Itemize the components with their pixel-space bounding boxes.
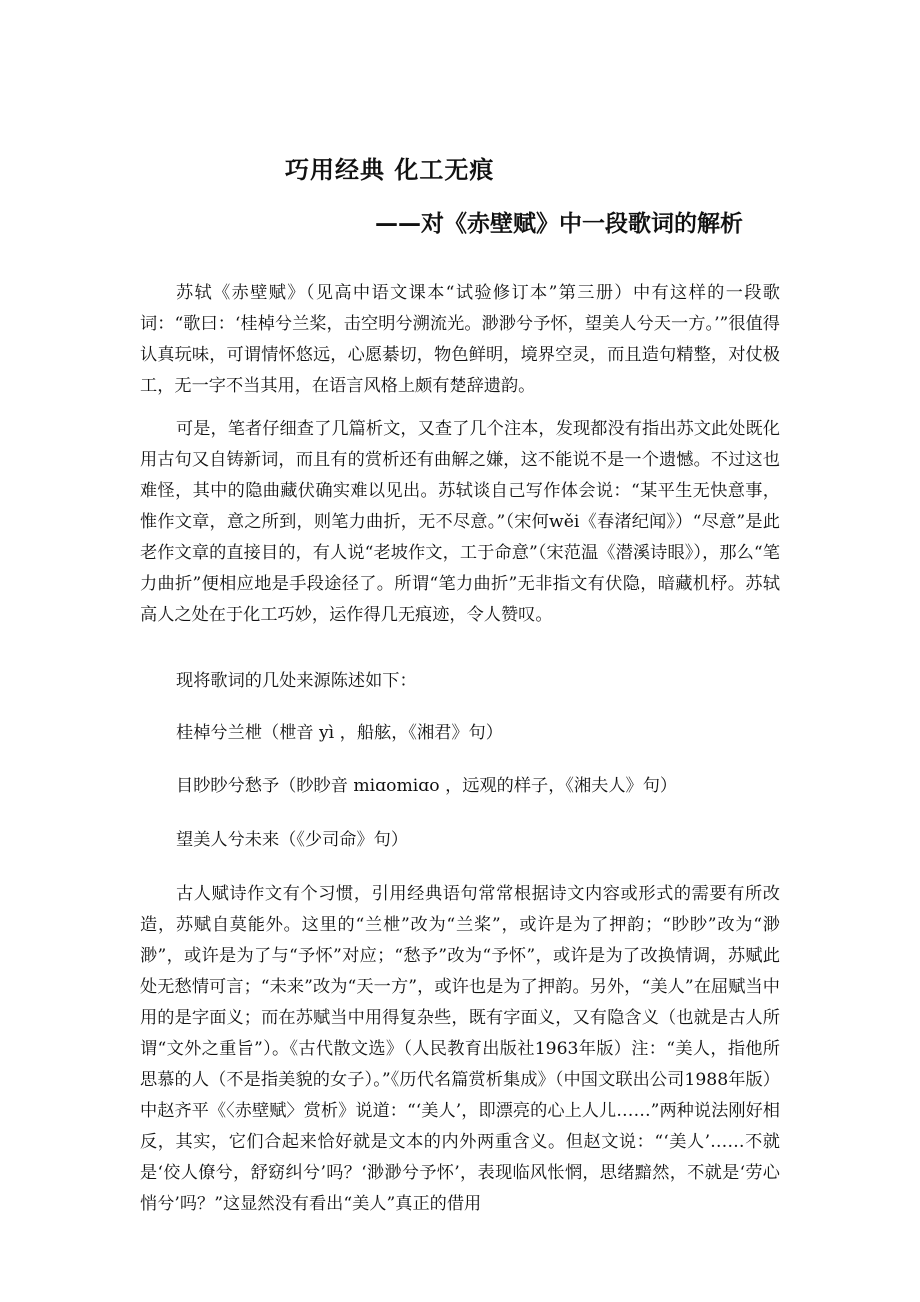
source-intro-line: 现将歌词的几处来源陈述如下： xyxy=(176,671,417,691)
source-line-xiangjun: 桂棹兮兰枻（枻音 yì ，船舷，《湘君》句） xyxy=(176,723,503,743)
paragraph-intro: 苏轼《赤壁赋》（见高中语文课本“试验修订本”第三册）中有这样的一段歌词：“歌曰：‘桂棹兮兰桨，击空明兮溯流光。渺渺兮予怀，望美人兮天一方。’”很值得认真玩味，可谓情怀悠远，心愿綦切，物色鲜明，境界空灵，而且造句精整，对仗极工，无一字不当其用，在语言风格上颇有楚辞遗韵。 xyxy=(140,283,780,396)
document-subtitle: ——对《赤壁赋》中一段歌词的解析 xyxy=(375,211,743,237)
paragraph-discussion: 古人赋诗作文有个习惯，引用经典语句常常根据诗文内容或形式的需要有所改造，苏赋自莫能外。这里的“兰枻”改为“兰桨”，或许是为了押韵；“眇眇”改为“渺渺”，或许是为了与“予怀”对应；“愁予”改为“予怀”，或许是为了改换情调，苏赋此处无愁情可言；“未来”改为“天一方”，或许也是为了押韵。另外，“美人”在屈赋当中用的是字面义；而在苏赋当中用得复杂些，既有字面义，又有隐含义（也就是古人所谓“文外之重旨”）。《古代散文选》（人民教育出版社1963年版）注：“美人，指他所思慕的人（不是指美貌的女子）。”《历代名篇赏析集成》（中国文联出公司1988年版）中赵齐平《〈赤壁赋〉赏析》说道：“‘美人’，即漂亮的心上人儿……”两种说法刚好相反，其实，它们合起来恰好就是文本的内外两重含义。但赵文说：“‘美人’……不就是‘佼人僚兮，舒窈纠兮’吗？‘渺渺兮予怀’，表现临风怅惘，思绪黯然，不就是‘劳心悄兮’吗？”这显然没有看出“美人”真正的借用 xyxy=(140,884,780,1214)
source-line-shaosiming: 望美人兮未来（《少司命》句） xyxy=(176,830,409,850)
source-line-xiangfuren: 目眇眇兮愁予（眇眇音 miɑomiɑo ，远观的样子，《湘夫人》句） xyxy=(176,776,678,796)
document-title: 巧用经典 化工无痕 xyxy=(285,156,495,184)
paragraph-analysis: 可是，笔者仔细查了几篇析文，又查了几个注本，发现都没有指出苏文此处既化用古句又自铸新词，而且有的赏析还有曲解之嫌，这不能说不是一个遗憾。不过这也难怪，其中的隐曲藏伏确实难以见出。苏轼谈自己写作体会说：“某平生无快意事，惟作文章，意之所到，则笔力曲折，无不尽意。”（宋何wěi《春渚纪闻》）“尽意”是此老作文章的直接目的，有人说“老坡作文，工于命意”（宋范温《潜溪诗眼》），那么“笔力曲折”便相应地是手段途径了。所谓“笔力曲折”无非指文有伏隐，暗藏机杼。苏轼高人之处在于化工巧妙，运作得几无痕迹，令人赞叹。 xyxy=(140,419,780,625)
